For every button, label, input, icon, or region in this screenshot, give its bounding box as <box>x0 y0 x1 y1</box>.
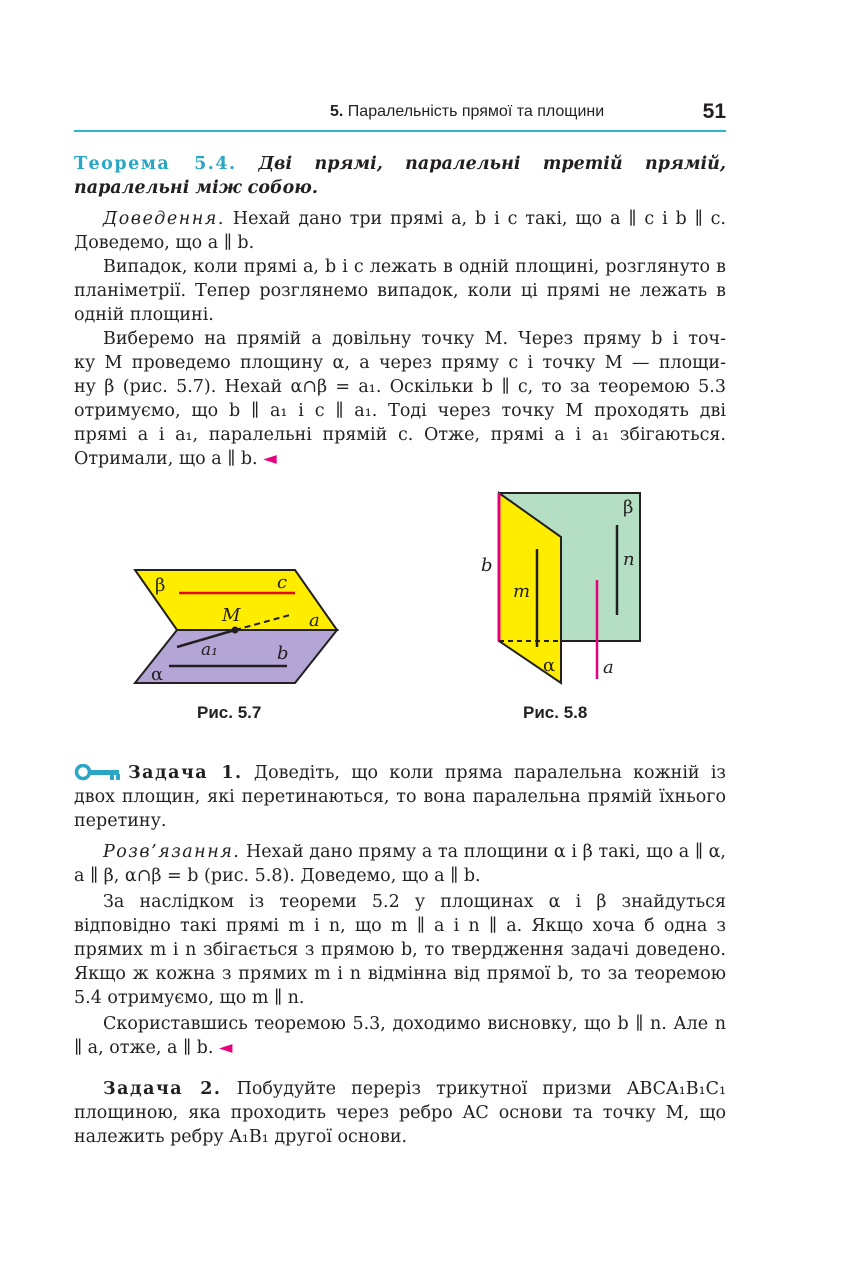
theorem-statement: Дві прямі, паралельні третій прямій, паралельні між собою. <box>74 154 726 198</box>
running-header <box>74 100 726 132</box>
figure-5-8-caption: Рис. 5.8 <box>523 703 588 722</box>
theorem-label: Теорема 5.4. <box>74 154 237 174</box>
figure-5-7 <box>125 560 355 690</box>
svg-text:c: c <box>277 572 288 593</box>
figure-5-7-caption: Рис. 5.7 <box>197 703 262 722</box>
point-M <box>232 627 239 634</box>
svg-text:a₁: a₁ <box>201 640 218 660</box>
svg-text:β: β <box>155 575 166 596</box>
svg-text:α: α <box>543 655 556 676</box>
task-2-label: Задача 2. <box>103 1079 222 1099</box>
task-1-statement: Доведіть, що коли пряма паралельна кожній із двох площин, які перетинаються, то вона паралельна прямій їхнього перетину. <box>74 763 726 831</box>
svg-text:b: b <box>277 643 289 664</box>
svg-text:b: b <box>481 555 493 576</box>
task-1-label: Задача 1. <box>128 763 243 783</box>
solution-label: Розв’язання. <box>103 842 241 862</box>
proof-label: Доведення. <box>103 209 225 229</box>
end-of-solution-mark: ◄ <box>219 1038 233 1058</box>
task-2 <box>74 1077 726 1149</box>
svg-text:m: m <box>513 581 531 602</box>
svg-text:M: M <box>222 605 241 626</box>
task-1 <box>74 761 726 833</box>
proof-paragraph-2: Випадок, коли прямі a, b і c лежать в одній площині, розглянуто в планіметрії. Тепер розглянемо випадок, коли ці прямі не лежать в одній площині. <box>74 257 726 325</box>
proof-paragraph-1: Доведення. Нехай дано три прямі a, b і c такі, що a ∥ c і b ∥ c. Доведемо, що a ∥ b. <box>74 209 726 253</box>
proof-paragraph-3: Виберемо на прямій a довільну точку M. Через пряму b і точ- ку M проведемо площину α, а через пряму c і точку M — площи- ну β (рис. 5.7). Нехай α∩β = a₁. Оскільки b ∥ c, то за теоремою 5.3 отримуємо, що b ∥ a₁ і c ∥ a₁. Тоді через точку M проходять дві прямі a і a₁, паралельні прямій c. Отже, прямі a і a₁ збігаються. Отримали, що a ∥ b. ◄ <box>74 329 726 469</box>
task-2-statement: Побудуйте переріз трикутної призми ABCA₁B₁C₁ площиною, яка проходить через ребро AC основи та точку M, що належить ребру A₁B₁ другої основи. <box>74 1079 726 1147</box>
page-number: 51 <box>702 100 726 123</box>
section-number: 5. <box>330 103 344 120</box>
svg-text:a: a <box>603 657 614 678</box>
svg-text:n: n <box>623 549 635 570</box>
end-of-proof-mark: ◄ <box>263 449 277 469</box>
svg-text:α: α <box>151 664 164 685</box>
section-title: Паралельність прямої та площини <box>347 103 605 120</box>
key-icon <box>74 764 124 784</box>
svg-text:β: β <box>623 497 634 518</box>
theorem-5-4 <box>74 152 726 200</box>
task-1-solution-1: Розв’язання. Нехай дано пряму a та площини α і β такі, що a ∥ α, a ∥ β, α∩β = b (рис. 5.8). Доведемо, що a ∥ b. <box>74 842 726 886</box>
svg-text:a: a <box>309 610 320 631</box>
plane-alpha <box>135 630 337 683</box>
task-1-solution-2: За наслідком із теореми 5.2 у площинах α і β знайдуться відповідно такі прямі m і n, що m ∥ a і n ∥ a. Якщо хоча б одна з прямих m і n збігається з прямою b, то твердження задачі доведено. Якщо ж кожна з прямих m і n відмінна від прямої b, то за теоремою 5.4 отримуємо, що m ∥ n. <box>74 892 726 1008</box>
figure-5-8 <box>475 485 650 690</box>
task-1-solution-3: Скориставшись теоремою 5.3, доходимо висновку, що b ∥ n. Але n ∥ a, отже, a ∥ b. ◄ <box>74 1014 726 1058</box>
